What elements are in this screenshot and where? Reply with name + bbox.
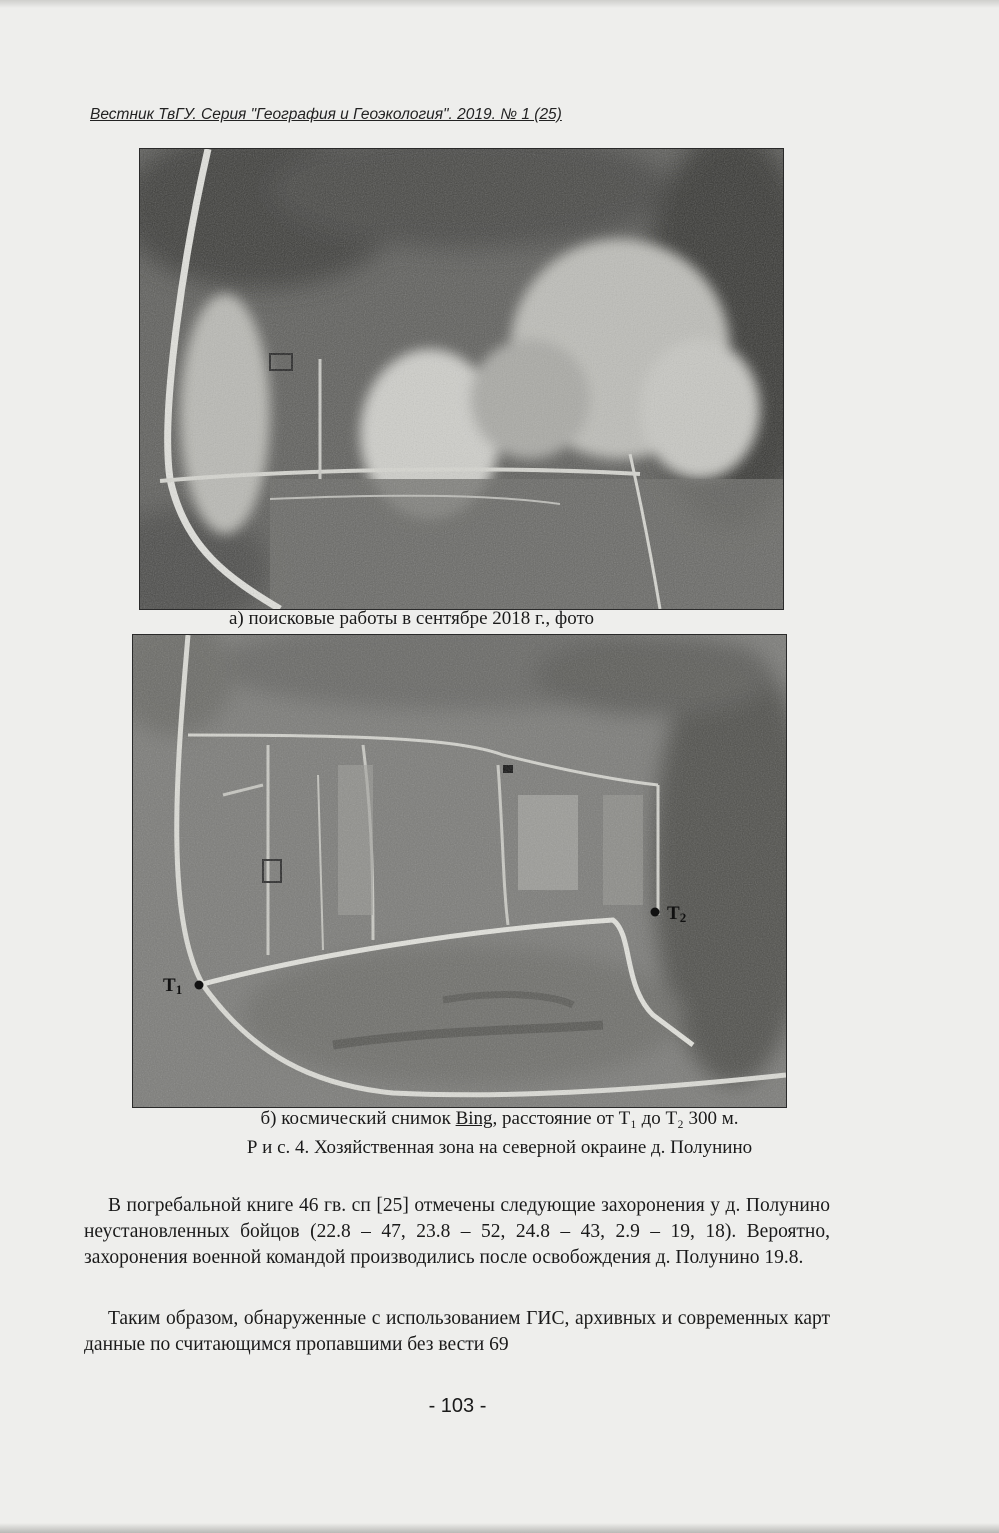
- aerial-photo-a: [139, 148, 784, 610]
- point-t1-label: T1: [163, 975, 183, 997]
- page-top-edge: [0, 0, 999, 8]
- figure-panel-b-caption: б) космический снимок Bing, расстояние от T₁ до T₂ 300 м.: [260, 1108, 739, 1129]
- figure-caption: Р и с. 4. Хозяйственная зона на северной окраине д. Полунино: [246, 1137, 753, 1158]
- point-t2-label: T2: [667, 903, 687, 925]
- point-t2-marker: [651, 908, 660, 917]
- running-header: Вестник ТвГУ. Серия "География и Геоэкология". 2019. № 1 (25): [90, 106, 562, 123]
- page-bottom-edge: [0, 1523, 999, 1533]
- satellite-image-b: [132, 634, 787, 1108]
- body-paragraph-1: В погребальной книге 46 гв. сп [25] отмечены следующие захоронения у д. Полунино неустановленных бойцов (22.8 – 47, 23.8 – 52, 24.8 – 43, 2.9 – 19, 18). Вероятно, захоронения военной командой производились после освобождения д. Полунино 19.8.: [84, 1195, 830, 1268]
- body-paragraph-2: Таким образом, обнаруженные с использованием ГИС, архивных и современных карт данные по считающимся пропавшими без вести 69: [84, 1308, 830, 1355]
- point-t1-marker: [195, 981, 204, 990]
- page-number: - 103 -: [428, 1395, 487, 1417]
- bing-link[interactable]: Bing: [455, 1108, 493, 1129]
